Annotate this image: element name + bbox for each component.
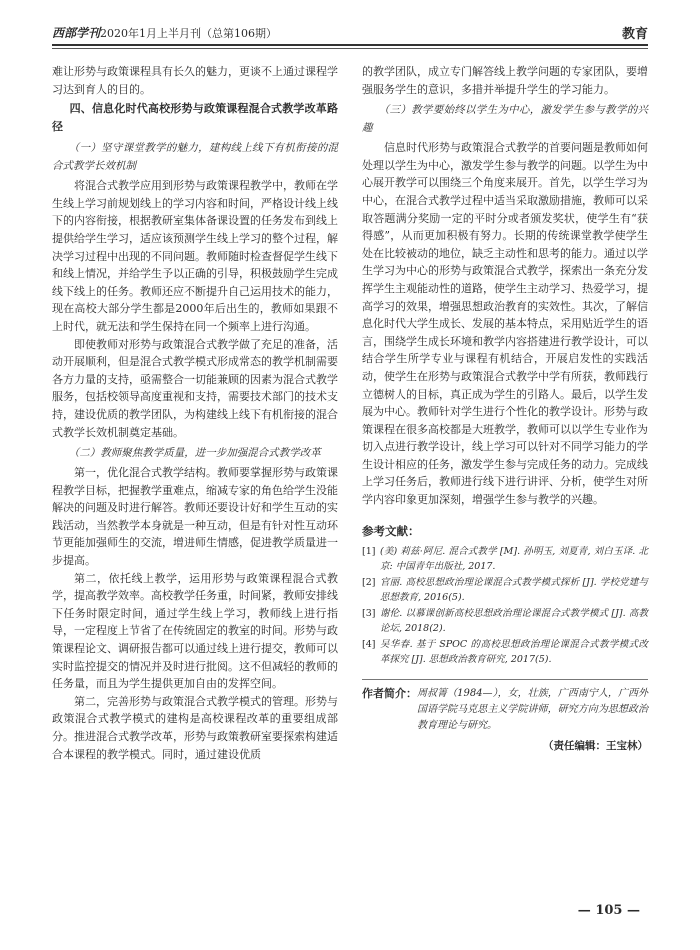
reference-number: [2] [362,577,376,589]
header-journal-info [52,24,277,41]
paragraph: 第二，完善形势与政策混合式教学模式的管理。形势与政策混合式教学模式的建构是高校课程改革的重要组成部分。推进混合式教学改革，形势与政策教研室要探索构建适合本课程的教学模式。同时，通过建设优质 [52,694,338,761]
left-column [52,63,338,763]
right-column [362,63,648,756]
reference-text: 官丽. 高校思想政治理论课混合式教学模式探析 [J]. 学校党建与思想教育, 2016(5). [380,577,648,604]
reference-item [362,575,648,605]
reference-text: 谢伦. 以慕课创新高校思想政治理论课混合式教学模式 [J]. 高教论坛, 2018(2). [380,608,648,635]
references-title: 参考文献： [362,523,420,538]
paragraph: 第二，依托线上教学，运用形势与政策课程混合式教学，提高教学效率。高校教学任务重，时间紧，教师安排线下任务时限定时间，通过学生线上学习，教师线上进行指导，一定程度上节省了在传统固定的教室的时间。形势与政策课程论文、调研报告都可以通过线上进行提交，教师可以实时监控提交的情况并及时进行批阅。这不但减轻的教师的任务量，而且为学生提供更加自由的发挥空间。 [52,571,338,691]
responsible-editor: （责任编辑：王宝林） [543,740,648,753]
reference-item [362,637,648,667]
subsection-heading: （二）教师聚焦教学质量，进一步加强混合式教学改革 [68,447,321,460]
section-heading: 四、信息化时代高校形势与政策课程混合式教学改革路径 [52,102,338,134]
section-label: 教育 [621,27,648,42]
reference-text: 吴华春. 基于 SPOC 的高校思想政治理论课混合式教学模式改革探究 [J]. 思想政治教育研究, 2017(5). [380,639,648,666]
author-divider [362,679,648,680]
reference-number: [1] [362,546,376,558]
reference-text: (美) 莉兹·阿尼. 混合式教学 [M]. 孙明玉, 刘夏青, 刘白玉译. 北京: 中国青年出版社, 2017. [380,546,648,573]
author-bio-label: 作者简介： [362,687,417,701]
subsection-heading: （一）坚守课堂教学的魅力，建构线上线下有机衔接的混合式教学长效机制 [52,142,338,173]
paragraph: 的教学团队，成立专门解答线上教学问题的专家团队，要增强服务学生的意识，多措并举提升学生的学习能力。 [362,65,648,96]
author-bio [362,686,648,734]
paragraph: 将混合式教学应用到形势与政策课程教学中，教师在学生线上学习前规划线上的学习内容和时间，严格设计线上线下的内容衔接，根据教研室集体备课设置的任务发布到线上提供给学生学习，适应该预测学生线上学习的整个过程，解决学习过程中出现的不同问题。教师随时检查督促学生线下和线上情况，并给学生予以正确的引导，积极鼓励学生完成线下线上的任务。教师还应不断提升自己运用技术的能力，现在高校大部分学生都是2000年后出生的，教师如果跟不上时代，就无法和学生保持在同一个频率上进行沟通。 [52,179,338,333]
author-bio-text: 周叔箐（1984—），女，壮族，广西南宁人，广西外国语学院马克思主义学院讲师，研究方向为思想政治教育理论与研究。 [417,688,648,732]
header-rule [52,44,648,46]
paragraph: 即使教师对形势与政策混合式教学做了充足的准备，活动开展顺利，但是混合式教学模式形成常态的教学机制需要各方力量的支持，亟需整合一切能兼顾的因素为混合式教学服务，包括校领导高度重视和支持，需要技术部门的技术支持，建设优质的教学团队，为构建线上线下有机衔接的混合式教学长效机制奠定基础。 [52,337,338,439]
page-header [52,22,648,44]
paragraph: 难让形势与政策课程具有长久的魅力，更谈不上通过课程学习达到育人的目的。 [52,65,338,96]
journal-name: 西部学刊 [52,26,101,40]
paragraph: 第一，优化混合式教学结构。教师要掌握形势与政策课程教学目标，把握教学重难点，缩减专家的角色给学生没能解决的问题及时进行解答。教师还要设计好和学生互动的实践活动，当然教学本身就是一种互动，但是有针对性互动环节更能加强师生的交流，增进师生情感，促进教学质量进一步提高。 [52,466,338,568]
reference-item [362,606,648,636]
paragraph: 信息时代形势与政策混合式教学的首要问题是教师如何处理以学生为中心，激发学生参与教学的问题。以学生为中心展开教学可以围绕三个角度来展开。首先，以学生学习为中心，在混合式教学过程中适当采取激励措施，教师可以采取答题满分奖励一定的平时分或者颁发奖状，使学生有“获得感”，从而更加积极有努力。长期的传统课堂教学使学生处在比较被动的地位，缺乏主动性和思考的能力。通过以学生学习为中心的形势与政策混合式教学，探索出一条充分发挥学生主观能动性的道路，使学生主动学习、热爱学习，提高学习的效果，增强思想政治教育的实效性。其次，了解信息化时代大学生成长、发展的基本特点，采用贴近学生的语言，围绕学生成长环境和教学内容搭建进行教学设计，可以结合学生所学专业与课程有机结合，开展启发性的实践活动，使学生在形势与政策混合式教学中学有所获，教师践行立德树人的目标，真正成为学生的引路人。最后，以学生发展为中心。教师针对学生进行个性化的教学设计。形势与政策课程在很多高校都是大班教学，教师可以以学生专业作为切入点进行教学设计，线上学习可以针对不同学习能力的学生设计相应的任务，激发学生参与完成任务的动力。完成线上学习任务后，教师进行线下进行讲评、分析，使学生对所学内容印象更加深刻，增强学生参与教学的兴趣。 [362,141,648,507]
reference-item [362,544,648,574]
page-number: — 105 — [577,903,640,918]
subsection-heading: （三）教学要始终以学生为中心，激发学生参与教学的兴趣 [362,104,648,135]
header-rule-thin [52,48,648,49]
reference-number: [4] [362,639,376,651]
issue-info: 2020年1月上半月刊（总第106期） [100,27,278,40]
reference-number: [3] [362,608,376,620]
references-list [362,544,648,667]
